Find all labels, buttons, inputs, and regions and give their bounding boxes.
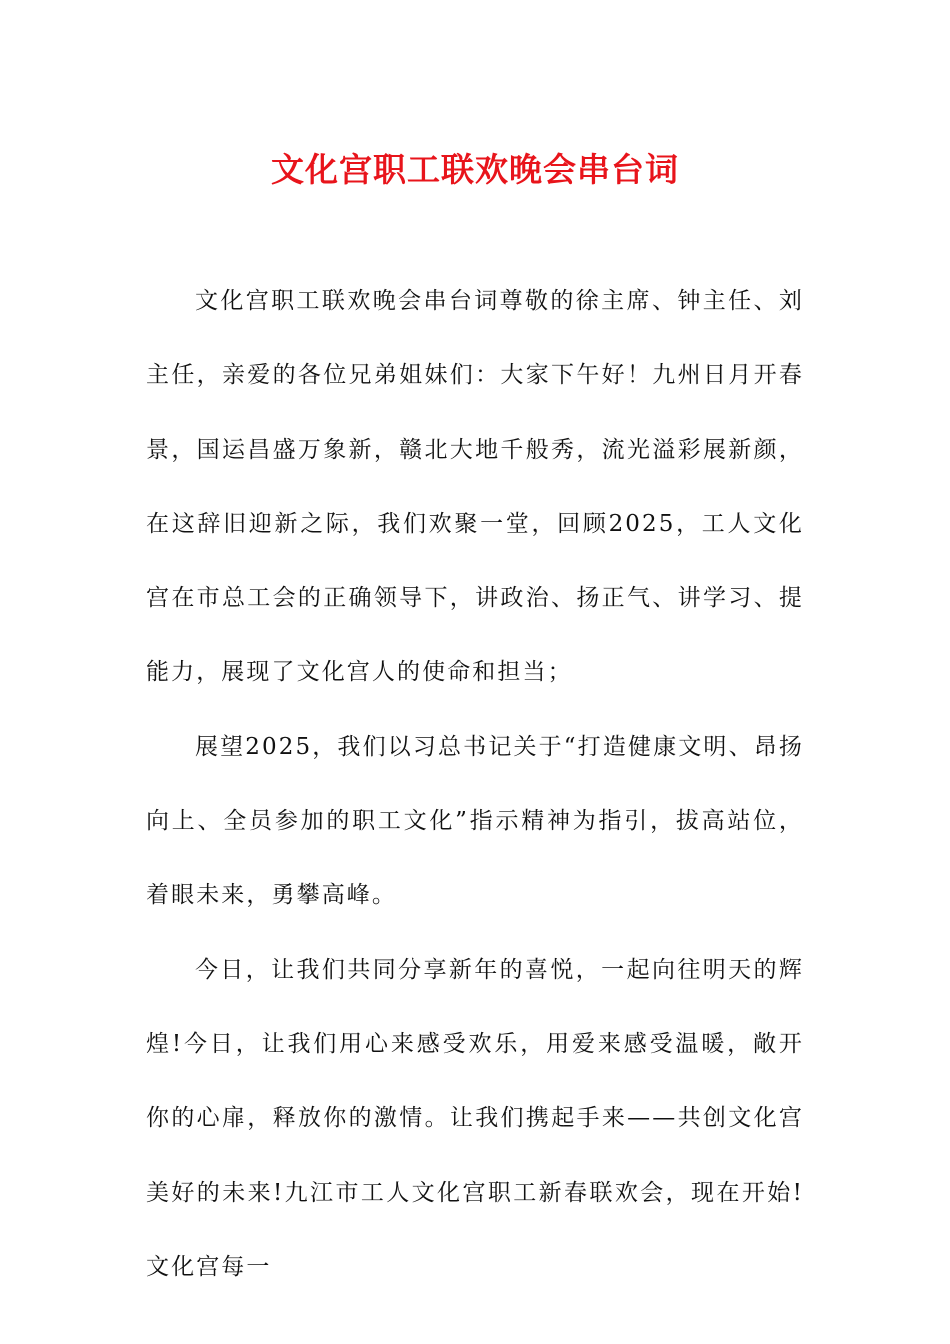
paragraph-1: 文化宫职工联欢晚会串台词尊敬的徐主席、钟主任、刘主任，亲爱的各位兄弟姐妹们：大家下午好！九州日月开春景，国运昌盛万象新，赣北大地千般秀，流光溢彩展新颜，在这辞旧迎新之际，我们欢聚一堂，回顾2025，工人文化宫在市总工会的正确领导下，讲政治、扬正气、讲学习、提能力，展现了文化宫人的使命和担当； <box>146 288 804 686</box>
document-title: 文化宫职工联欢晚会串台词 <box>271 150 679 189</box>
document-body <box>146 264 804 1304</box>
paragraph-3: 今日，让我们共同分享新年的喜悦，一起向往明天的辉煌!今日，让我们用心来感受欢乐，用爱来感受温暖，敞开你的心扉，释放你的激情。让我们携起手来——共创文化宫美好的未来!九江市工人文化宫职工新春联欢会，现在开始!文化宫每一 <box>146 956 804 1280</box>
paragraph-2: 展望2025，我们以习总书记关于“打造健康文明、昂扬向上、全员参加的职工文化”指示精神为指引，拔高站位，着眼未来，勇攀高峰。 <box>146 733 804 909</box>
